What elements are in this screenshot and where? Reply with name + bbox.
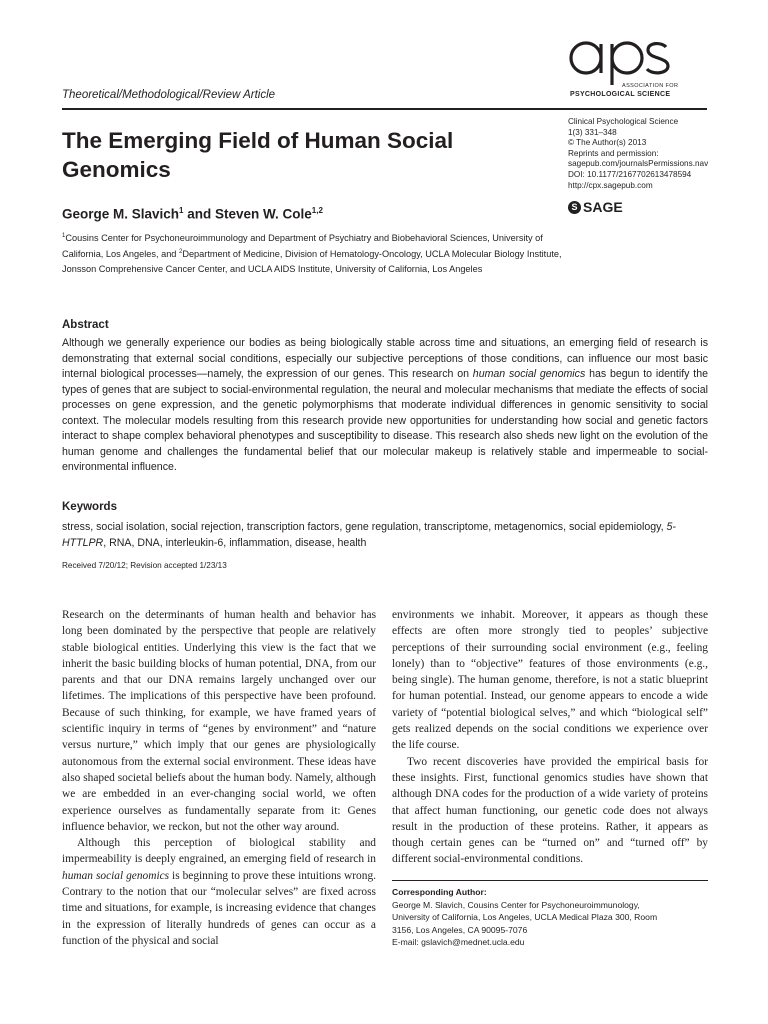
author-connector: and (183, 206, 216, 222)
affil-sup: 2 (178, 249, 183, 256)
corresponding-line: University of California, Los Angeles, UCLA Medical Plaza 300, Room (392, 912, 658, 922)
affiliations (62, 229, 562, 276)
doi[interactable]: DOI: 10.1177/2167702613478594 (568, 169, 692, 179)
corresponding-email[interactable]: E-mail: gslavich@mednet.ucla.edu (392, 937, 525, 947)
abstract-heading: Abstract (62, 319, 109, 331)
publisher-name: SAGE (583, 199, 623, 215)
journal-url[interactable]: http://cpx.sagepub.com (568, 180, 653, 190)
keywords-segment: , RNA, DNA, interleukin-6, inflammation, disease, health (103, 537, 367, 549)
paragraph-italic: human social genomics (62, 869, 170, 882)
corresponding-heading: Corresponding Author: (392, 887, 487, 897)
paragraph-segment: is beginning to prove these intuitions wrong. Contrary to the notion that our “molecular selves” are fixed across time and situations, for example, is increasing evidence that changes in the expression of literally hundreds of genes can occur as a function of the physical and social (62, 869, 376, 947)
abstract-italic: human social genomics (472, 368, 586, 380)
header-rule (62, 108, 707, 110)
author-name: George M. Slavich (62, 206, 180, 222)
corresponding-rule (392, 880, 708, 881)
affil-text: Department of Medicine, Division of Hematology-Oncology, UCLA Molecular Biology Institute, Jonsson Comprehensive Cancer Center, and UCLA AIDS Institute, University of California, Los Angeles (62, 249, 562, 274)
paragraph: environments we inhabit. Moreover, it appears as though these effects are often more strongly tied to peoples’ subjective perceptions of their surrounding social environment (e.g., feeling lonely) than to “objective” features of those environments (e.g., being single). The human genome, therefore, is not a static blueprint for human potential. Instead, our genome appears to encode a wide variety of “potential biological selves,” and which “biological self” gets realized depends on the social conditions we experience over the life course. (392, 609, 708, 752)
keywords-heading: Keywords (62, 501, 117, 513)
author-sup: 1 (179, 206, 184, 215)
abstract-segment: has begun to identify the types of genes that are subject to social-environmental regulation, the neural and molecular mechanisms that mediate the effects of social processes on gene expression, and the genetic polymorphisms that moderate individual differences in genomic sensitivity to social context. The molecular models resulting from this research provide new opportunities for understanding how social and genetic factors interact to shape complex behavioral phenotypes and susceptibility to disease. This research also sheds new light on the evolution of the human genome and challenges the fundamental belief that our molecular makeup is relatively stable and impermeable to social-environmental influence. (62, 368, 708, 473)
reprints-label: Reprints and permission: (568, 148, 659, 158)
article-type: Theoretical/Methodological/Review Article (62, 89, 276, 101)
authors (62, 206, 323, 222)
paragraph-segment: Although this perception of biological stability and impermeability is deeply engrained, an emerging field of research in (62, 837, 376, 866)
journal-meta (568, 117, 708, 191)
paragraph: Research on the determinants of human health and behavior has long been dominated by the perspective that people are relatively stable biological entities. Underlying this view is the fact that we inherit the basic building blocks of human potential, DNA, from our parents and that our DNA remains largely unchanged over our lifetimes. The implications of this perspective have been profound. Because of such thinking, for example, we have framed years of scientific inquiry in terms of “genes by environment” and “nature versus nurture,” which imply that our genes are physiologically autonomous from the external social environment. These ideas have also shaped societal beliefs about the human body. Namely, although we are embedded in an ever-changing social world, we often experience ourselves as fundamentally separate from it: Genes influence behavior, we reckon, but not the other way around. (62, 609, 376, 833)
corresponding-line: George M. Slavich, Cousins Center for Psychoneuroimmunology, (392, 899, 640, 910)
logo-subtitle-2: PSYCHOLOGICAL SCIENCE (570, 91, 671, 98)
aps-logo (566, 38, 706, 86)
sage-logo (568, 199, 623, 215)
sage-icon: S (568, 201, 581, 214)
abstract-segment: Although we generally experience our bodies as being biologically stable across time and situations, an emerging field of research is demonstrating that external social conditions, especially our subjective perceptions of those conditions, can influence our most basic internal biological processes—namely, the expression of our genes. This research on (62, 337, 708, 380)
keywords-text (62, 519, 682, 551)
copyright: © The Author(s) 2013 (568, 138, 647, 148)
permissions-link[interactable]: sagepub.com/journalsPermissions.nav (568, 159, 709, 169)
paragraph (62, 835, 376, 949)
body-column-left (62, 607, 376, 949)
keywords-italic: 5-HTTLPR (62, 521, 676, 549)
article-title: The Emerging Field of Human Social Genomics (62, 128, 454, 182)
journal-issue: 1(3) 331–348 (568, 127, 617, 137)
affil-text: Cousins Center for Psychoneuroimmunology and Department of Psychiatry and Biobehavioral Sciences, University of California, Los Angeles, and (62, 233, 543, 260)
keywords-segment: stress, social isolation, social rejection, transcription factors, gene regulation, transcriptome, metagenomics, social epidemiology, (62, 521, 667, 533)
corresponding-line: 3156, Los Angeles, CA 90095-7076 (392, 924, 528, 935)
body-column-right (392, 607, 708, 868)
abstract-text (62, 336, 708, 476)
journal-name: Clinical Psychological Science (568, 117, 679, 126)
affil-sup: 1 (62, 233, 66, 239)
author-name: Steven W. Cole (215, 206, 312, 222)
received-dates: Received 7/20/12; Revision accepted 1/23/13 (62, 561, 227, 570)
author-sup: 1,2 (311, 206, 323, 215)
paragraph: Two recent discoveries have provided the empirical basis for these insights. First, functional genomics studies have shown that although DNA codes for the production of a wide variety of proteins that affect human functioning, our genetic code does not always result in the production of these proteins. Rather, it appears as though certain genes can be “turned on” and “turned off” by different social-environmental conditions. (392, 755, 708, 866)
corresponding-author (392, 886, 712, 949)
logo-subtitle-1: ASSOCIATION FOR (622, 83, 679, 89)
